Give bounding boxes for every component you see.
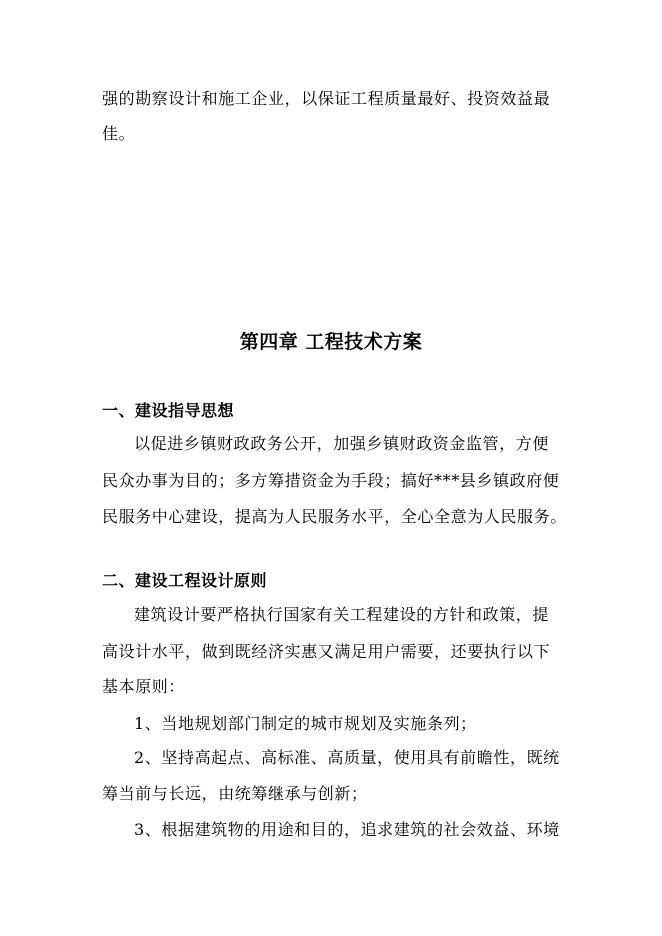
paragraph-line: 民服务中心建设，提高为人民服务水平，全心全意为人民服务。 [102,507,567,526]
paragraph-line: 基本原则： [102,677,186,696]
paragraph-line: 建筑设计要严格执行国家有关工程建设的方针和政策，提 [134,605,550,624]
paragraph-line: 强的勘察设计和施工企业，以保证工程质量最好、投资效益最 [102,89,551,108]
section-heading: 二、建设工程设计原则 [102,571,268,590]
paragraph-line: 以促进乡镇财政政务公开，加强乡镇财政资金监管，方便 [134,434,550,453]
list-item: 2、坚持高起点、高标准、高质量，使用具有前瞻性，既统 [134,748,560,767]
section-heading: 一、建设指导思想 [102,401,235,420]
paragraph-line: 佳。 [102,124,136,143]
paragraph-line: 高设计水平，做到既经济实惠又满足用户需要，还要执行以下 [102,642,551,661]
chapter-title: 第四章 工程技术方案 [239,331,423,353]
paragraph-line: 民众办事为目的；多方筹措资金为手段；搞好***县乡镇政府便 [102,471,560,490]
list-item: 1、当地规划部门制定的城市规划及实施条列； [134,714,477,733]
list-item-continuation: 筹当前与长远，由统筹继承与创新； [102,784,368,803]
list-item: 3、根据建筑物的用途和目的，追求建筑的社会效益、环境 [134,820,560,839]
